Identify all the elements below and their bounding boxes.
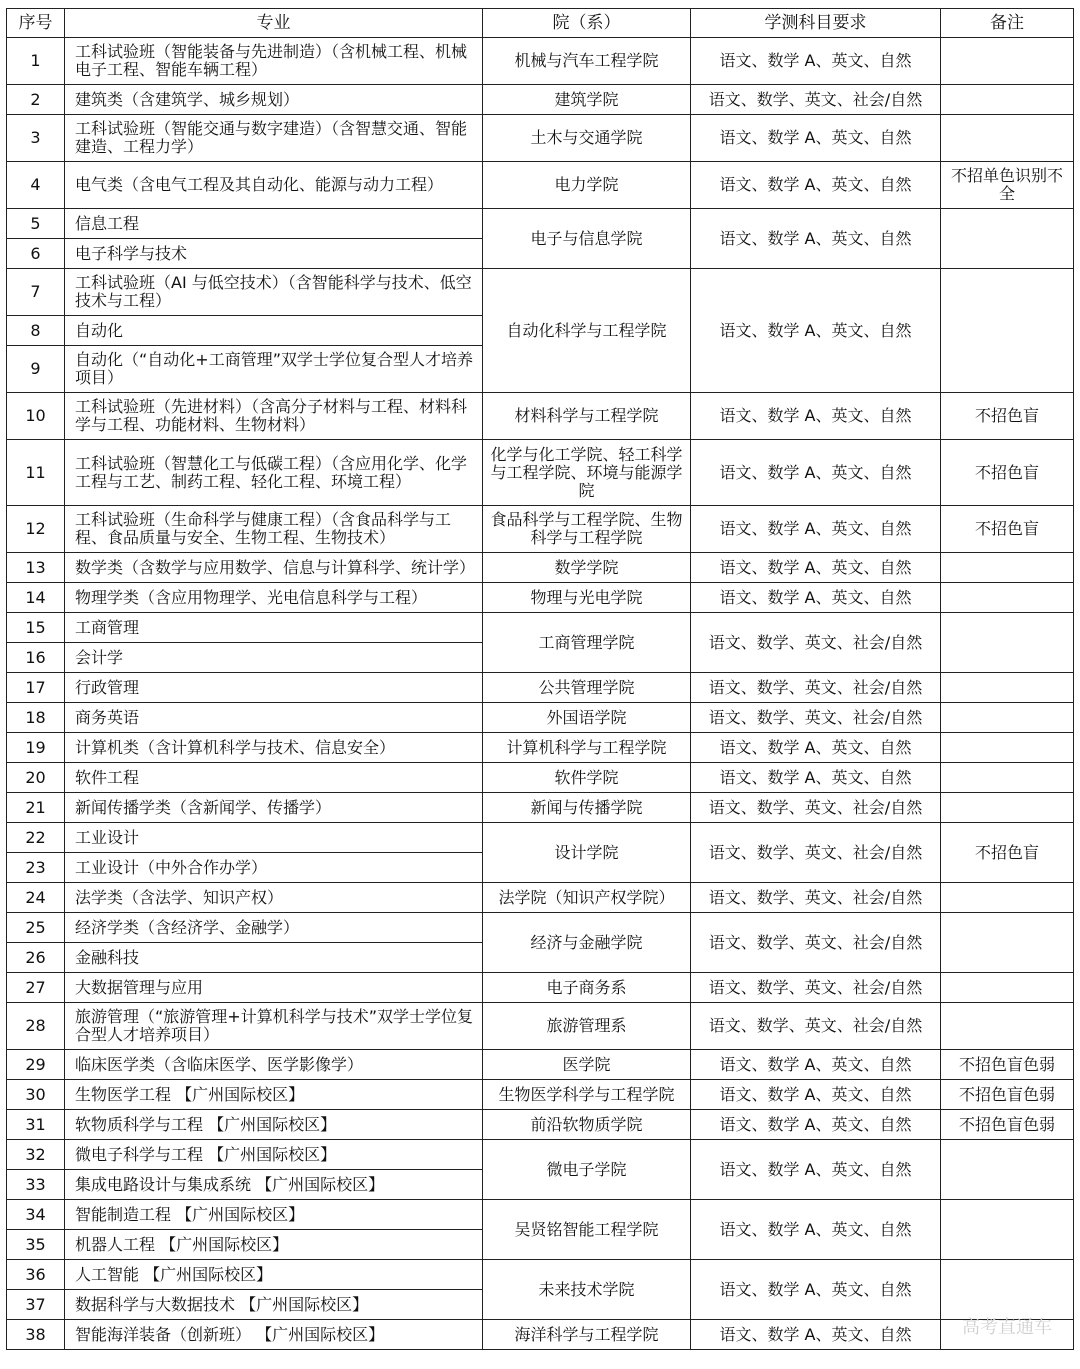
row-number: 9	[7, 346, 65, 393]
subject-requirement: 语文、数学、英文、社会/自然	[691, 85, 941, 115]
note	[941, 703, 1074, 733]
department: 未来技术学院	[483, 1260, 691, 1320]
major-name: 人工智能 【广州国际校区】	[65, 1260, 483, 1290]
major-name: 工业设计	[65, 823, 483, 853]
table-row	[7, 1080, 1074, 1110]
table-row	[7, 393, 1074, 440]
subject-requirement: 语文、数学 A、英文、自然	[691, 115, 941, 162]
header-dept: 院（系）	[483, 9, 691, 38]
major-name: 数据科学与大数据技术 【广州国际校区】	[65, 1290, 483, 1320]
row-number: 35	[7, 1230, 65, 1260]
note	[941, 1200, 1074, 1260]
note	[941, 38, 1074, 85]
table-row	[7, 883, 1074, 913]
major-name: 微电子科学与工程 【广州国际校区】	[65, 1140, 483, 1170]
department: 电力学院	[483, 162, 691, 209]
table-body	[7, 38, 1074, 1350]
major-name: 工业设计（中外合作办学）	[65, 853, 483, 883]
watermark: 高考直通车	[962, 1317, 1052, 1338]
subject-requirement: 语文、数学 A、英文、自然	[691, 162, 941, 209]
note	[941, 883, 1074, 913]
major-name: 自动化	[65, 316, 483, 346]
row-number: 38	[7, 1320, 65, 1350]
major-name: 工科试验班（AI 与低空技术）（含智能科学与技术、低空技术与工程）	[65, 269, 483, 316]
table-row	[7, 506, 1074, 553]
major-name: 计算机类（含计算机科学与技术、信息安全）	[65, 733, 483, 763]
note	[941, 209, 1074, 269]
note	[941, 973, 1074, 1003]
row-number: 24	[7, 883, 65, 913]
major-name: 旅游管理（“旅游管理+计算机科学与技术”双学士学位复合型人才培养项目）	[65, 1003, 483, 1050]
table-row	[7, 38, 1074, 85]
subject-requirement: 语文、数学 A、英文、自然	[691, 1200, 941, 1260]
note	[941, 1260, 1074, 1320]
header-major: 专业	[65, 9, 483, 38]
row-number: 4	[7, 162, 65, 209]
department: 微电子学院	[483, 1140, 691, 1200]
major-name: 自动化（“自动化+工商管理”双学士学位复合型人才培养项目）	[65, 346, 483, 393]
note	[941, 269, 1074, 393]
row-number: 37	[7, 1290, 65, 1320]
major-name: 生物医学工程 【广州国际校区】	[65, 1080, 483, 1110]
major-name: 工科试验班（智能交通与数字建造）（含智慧交通、智能建造、工程力学）	[65, 115, 483, 162]
major-name: 商务英语	[65, 703, 483, 733]
department: 机械与汽车工程学院	[483, 38, 691, 85]
subject-requirement: 语文、数学 A、英文、自然	[691, 1260, 941, 1320]
department: 土木与交通学院	[483, 115, 691, 162]
subject-requirement: 语文、数学 A、英文、自然	[691, 1140, 941, 1200]
note	[941, 793, 1074, 823]
note: 不招色盲色弱	[941, 1080, 1074, 1110]
note	[941, 1140, 1074, 1200]
department: 工商管理学院	[483, 613, 691, 673]
row-number: 33	[7, 1170, 65, 1200]
department: 数学学院	[483, 553, 691, 583]
row-number: 3	[7, 115, 65, 162]
note	[941, 583, 1074, 613]
subject-requirement: 语文、数学 A、英文、自然	[691, 553, 941, 583]
note: 不招色盲色弱	[941, 1050, 1074, 1080]
major-name: 工科试验班（智慧化工与低碳工程）（含应用化学、化学工程与工艺、制药工程、轻化工程、环境工程）	[65, 440, 483, 506]
department: 旅游管理系	[483, 1003, 691, 1050]
major-name: 法学类（含法学、知识产权）	[65, 883, 483, 913]
department: 生物医学科学与工程学院	[483, 1080, 691, 1110]
department: 新闻与传播学院	[483, 793, 691, 823]
major-name: 数学类（含数学与应用数学、信息与计算科学、统计学）	[65, 553, 483, 583]
department: 公共管理学院	[483, 673, 691, 703]
subject-requirement: 语文、数学 A、英文、自然	[691, 733, 941, 763]
major-name: 集成电路设计与集成系统 【广州国际校区】	[65, 1170, 483, 1200]
department: 食品科学与工程学院、生物科学与工程学院	[483, 506, 691, 553]
table-row	[7, 1003, 1074, 1050]
row-number: 28	[7, 1003, 65, 1050]
note	[941, 733, 1074, 763]
table-header-row	[7, 9, 1074, 38]
subject-requirement: 语文、数学 A、英文、自然	[691, 38, 941, 85]
subject-requirement: 语文、数学、英文、社会/自然	[691, 793, 941, 823]
row-number: 10	[7, 393, 65, 440]
subject-requirement: 语文、数学 A、英文、自然	[691, 1110, 941, 1140]
note	[941, 763, 1074, 793]
major-name: 物理学类（含应用物理学、光电信息科学与工程）	[65, 583, 483, 613]
table-row	[7, 823, 1074, 853]
note	[941, 613, 1074, 673]
subject-requirement: 语文、数学 A、英文、自然	[691, 506, 941, 553]
table-row	[7, 1050, 1074, 1080]
major-name: 电气类（含电气工程及其自动化、能源与动力工程）	[65, 162, 483, 209]
row-number: 13	[7, 553, 65, 583]
row-number: 31	[7, 1110, 65, 1140]
subject-requirement: 语文、数学、英文、社会/自然	[691, 613, 941, 673]
row-number: 27	[7, 973, 65, 1003]
row-number: 2	[7, 85, 65, 115]
row-number: 11	[7, 440, 65, 506]
row-number: 17	[7, 673, 65, 703]
table-row	[7, 553, 1074, 583]
major-name: 软件工程	[65, 763, 483, 793]
department: 建筑学院	[483, 85, 691, 115]
subject-requirement: 语文、数学、英文、社会/自然	[691, 883, 941, 913]
major-name: 建筑类（含建筑学、城乡规划）	[65, 85, 483, 115]
table-row	[7, 733, 1074, 763]
major-name: 金融科技	[65, 943, 483, 973]
department: 外国语学院	[483, 703, 691, 733]
major-name: 经济学类（含经济学、金融学）	[65, 913, 483, 943]
row-number: 23	[7, 853, 65, 883]
table-row	[7, 115, 1074, 162]
subject-requirement: 语文、数学 A、英文、自然	[691, 1080, 941, 1110]
row-number: 32	[7, 1140, 65, 1170]
table-row	[7, 1200, 1074, 1230]
note: 不招色盲	[941, 393, 1074, 440]
table-row	[7, 673, 1074, 703]
subject-requirement: 语文、数学 A、英文、自然	[691, 440, 941, 506]
subject-requirement: 语文、数学 A、英文、自然	[691, 209, 941, 269]
subject-requirement: 语文、数学、英文、社会/自然	[691, 1003, 941, 1050]
department: 材料科学与工程学院	[483, 393, 691, 440]
subject-requirement: 语文、数学 A、英文、自然	[691, 269, 941, 393]
major-name: 信息工程	[65, 209, 483, 239]
major-name: 新闻传播学类（含新闻学、传播学）	[65, 793, 483, 823]
row-number: 6	[7, 239, 65, 269]
department: 物理与光电学院	[483, 583, 691, 613]
major-name: 智能海洋装备（创新班） 【广州国际校区】	[65, 1320, 483, 1350]
note: 不招色盲	[941, 506, 1074, 553]
row-number: 22	[7, 823, 65, 853]
department: 化学与化工学院、轻工科学与工程学院、环境与能源学院	[483, 440, 691, 506]
note	[941, 85, 1074, 115]
department: 医学院	[483, 1050, 691, 1080]
major-name: 工科试验班（先进材料）（含高分子材料与工程、材料科学与工程、功能材料、生物材料）	[65, 393, 483, 440]
table-row	[7, 269, 1074, 316]
note	[941, 115, 1074, 162]
row-number: 26	[7, 943, 65, 973]
row-number: 20	[7, 763, 65, 793]
header-requirement: 学测科目要求	[691, 9, 941, 38]
row-number: 5	[7, 209, 65, 239]
department: 软件学院	[483, 763, 691, 793]
note	[941, 553, 1074, 583]
table-row	[7, 703, 1074, 733]
subject-requirement: 语文、数学、英文、社会/自然	[691, 703, 941, 733]
note	[941, 913, 1074, 973]
row-number: 34	[7, 1200, 65, 1230]
department: 海洋科学与工程学院	[483, 1320, 691, 1350]
row-number: 14	[7, 583, 65, 613]
table-row	[7, 913, 1074, 943]
major-name: 工科试验班（生命科学与健康工程）（含食品科学与工程、食品质量与安全、生物工程、生物技术）	[65, 506, 483, 553]
table-row	[7, 1260, 1074, 1290]
row-number: 18	[7, 703, 65, 733]
major-name: 电子科学与技术	[65, 239, 483, 269]
note: 不招色盲	[941, 823, 1074, 883]
subject-requirement: 语文、数学 A、英文、自然	[691, 393, 941, 440]
major-name: 行政管理	[65, 673, 483, 703]
note: 不招色盲	[941, 440, 1074, 506]
department: 设计学院	[483, 823, 691, 883]
department: 前沿软物质学院	[483, 1110, 691, 1140]
table-row	[7, 763, 1074, 793]
table-row	[7, 793, 1074, 823]
row-number: 29	[7, 1050, 65, 1080]
table-row	[7, 973, 1074, 1003]
subject-requirement: 语文、数学、英文、社会/自然	[691, 913, 941, 973]
row-number: 15	[7, 613, 65, 643]
note: 不招单色识别不全	[941, 162, 1074, 209]
note	[941, 1003, 1074, 1050]
subject-requirement: 语文、数学 A、英文、自然	[691, 583, 941, 613]
row-number: 30	[7, 1080, 65, 1110]
subject-requirement: 语文、数学 A、英文、自然	[691, 763, 941, 793]
major-name: 大数据管理与应用	[65, 973, 483, 1003]
table-row	[7, 209, 1074, 239]
header-no: 序号	[7, 9, 65, 38]
major-name: 工科试验班（智能装备与先进制造）（含机械工程、机械电子工程、智能车辆工程）	[65, 38, 483, 85]
department: 自动化科学与工程学院	[483, 269, 691, 393]
department: 法学院（知识产权学院）	[483, 883, 691, 913]
table-row	[7, 162, 1074, 209]
department: 计算机科学与工程学院	[483, 733, 691, 763]
department: 电子商务系	[483, 973, 691, 1003]
admission-table	[6, 8, 1074, 1350]
row-number: 1	[7, 38, 65, 85]
table-row	[7, 1140, 1074, 1170]
table-row	[7, 583, 1074, 613]
major-name: 软物质科学与工程 【广州国际校区】	[65, 1110, 483, 1140]
table-row	[7, 1320, 1074, 1350]
note	[941, 673, 1074, 703]
row-number: 36	[7, 1260, 65, 1290]
department: 电子与信息学院	[483, 209, 691, 269]
table-row	[7, 440, 1074, 506]
subject-requirement: 语文、数学 A、英文、自然	[691, 1050, 941, 1080]
table-row	[7, 1110, 1074, 1140]
major-name: 会计学	[65, 643, 483, 673]
major-name: 智能制造工程 【广州国际校区】	[65, 1200, 483, 1230]
row-number: 7	[7, 269, 65, 316]
table-row	[7, 613, 1074, 643]
subject-requirement: 语文、数学、英文、社会/自然	[691, 823, 941, 883]
major-name: 机器人工程 【广州国际校区】	[65, 1230, 483, 1260]
row-number: 19	[7, 733, 65, 763]
subject-requirement: 语文、数学、英文、社会/自然	[691, 973, 941, 1003]
row-number: 8	[7, 316, 65, 346]
row-number: 25	[7, 913, 65, 943]
row-number: 12	[7, 506, 65, 553]
subject-requirement: 语文、数学 A、英文、自然	[691, 1320, 941, 1350]
department: 吴贤铭智能工程学院	[483, 1200, 691, 1260]
row-number: 16	[7, 643, 65, 673]
major-name: 工商管理	[65, 613, 483, 643]
row-number: 21	[7, 793, 65, 823]
table-row	[7, 85, 1074, 115]
subject-requirement: 语文、数学、英文、社会/自然	[691, 673, 941, 703]
major-name: 临床医学类（含临床医学、医学影像学）	[65, 1050, 483, 1080]
department: 经济与金融学院	[483, 913, 691, 973]
header-note: 备注	[941, 9, 1074, 38]
note: 不招色盲色弱	[941, 1110, 1074, 1140]
